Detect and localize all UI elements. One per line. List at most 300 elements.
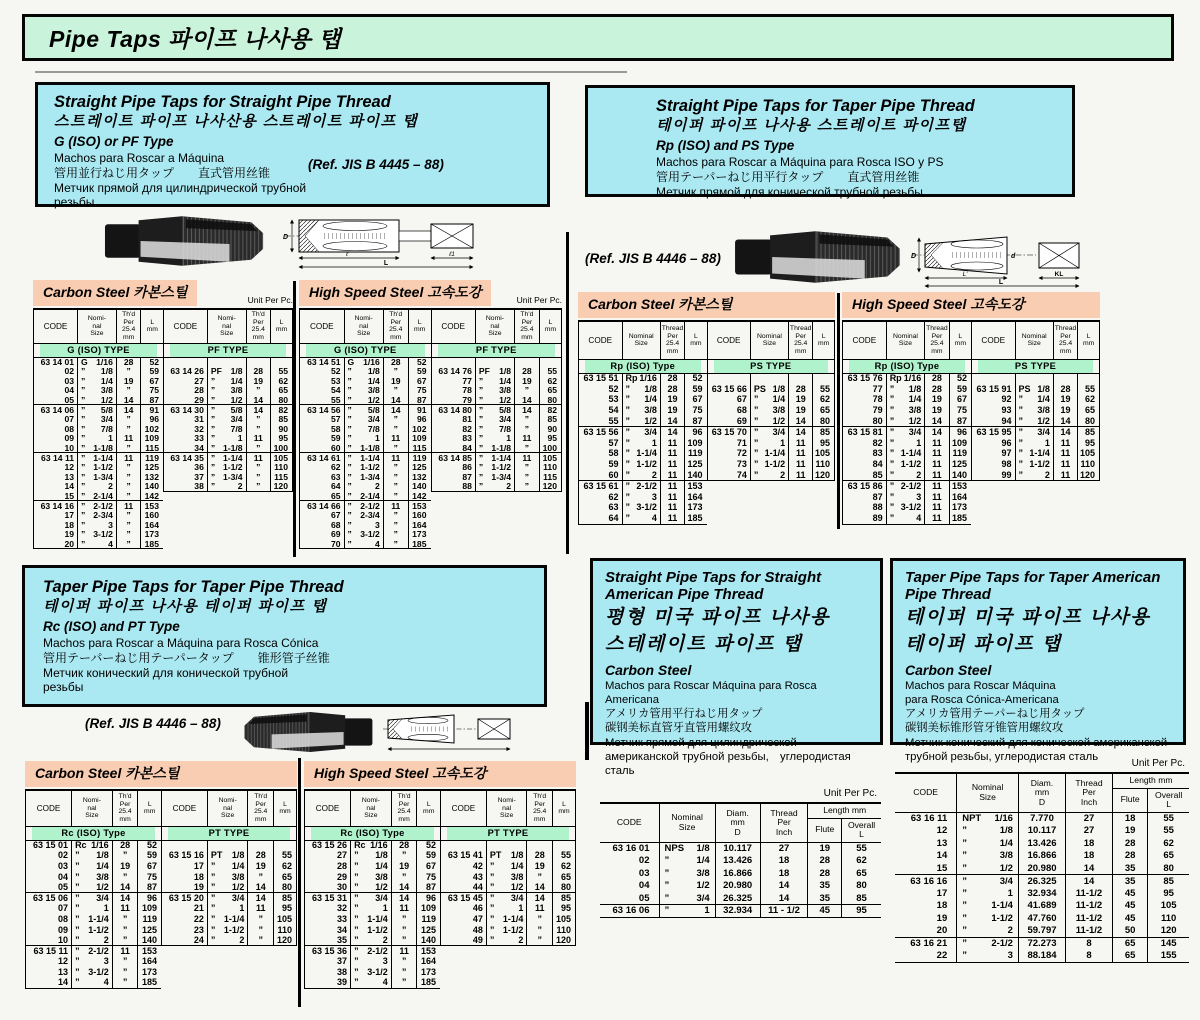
code-cell: 21 xyxy=(193,903,204,914)
length-cell: 96 xyxy=(685,427,707,438)
nominal-size: ” 1-1/4 xyxy=(1018,448,1050,459)
nominal-size: ” 1 xyxy=(81,433,113,444)
nominal-size: ” 1/4 xyxy=(75,860,109,871)
nominal-size: ” 1-1/4 xyxy=(347,452,380,463)
table-row xyxy=(162,925,297,936)
diameter-cell: 13.426 xyxy=(1018,837,1065,850)
length-cell: 55 xyxy=(553,851,576,862)
table-row xyxy=(164,367,293,377)
code-cell: 14 xyxy=(58,977,69,988)
code-cell: 39 xyxy=(337,977,348,988)
nominal-size: ” 1 xyxy=(625,437,657,448)
table-nps-american xyxy=(600,788,881,918)
column-header: Thread Per Inch xyxy=(760,803,808,842)
length-cell: 65 xyxy=(274,872,297,883)
flute-cell: 28 xyxy=(808,867,842,880)
code-cell: 88 xyxy=(462,480,472,491)
column-divider xyxy=(837,293,840,529)
length-cell: 67 xyxy=(138,861,161,872)
nominal-size: ” 2 xyxy=(489,934,524,945)
threads-cell: ” xyxy=(515,463,540,473)
length-cell: 85 xyxy=(274,893,297,904)
code-cell: 63 15 20 xyxy=(162,893,208,904)
code-cell: 88 xyxy=(872,502,883,513)
threads-cell: ” xyxy=(391,967,417,978)
nominal-size: ” 2 xyxy=(347,481,380,492)
table-row xyxy=(305,840,441,851)
code-cell: 81 xyxy=(462,414,472,425)
nominal-size: ” 1 xyxy=(489,903,524,914)
nominal-size: ” 2-1/4 xyxy=(347,490,380,501)
code-cell: 32 xyxy=(194,423,204,434)
material-title: Carbon Steel 카본스틸 xyxy=(578,292,835,318)
threads-cell: 28 xyxy=(391,840,417,851)
threads-cell: ” xyxy=(391,851,417,862)
code-cell: 04 xyxy=(58,871,69,882)
threads-cell: 28 xyxy=(515,367,540,377)
threads-cell: 11 xyxy=(660,492,684,503)
length-cell: 185 xyxy=(685,513,707,524)
length-cell: 87 xyxy=(138,882,161,893)
nominal-size: ” 2 xyxy=(81,481,113,492)
length-cell: 109 xyxy=(138,904,161,915)
length-cell: 164 xyxy=(417,957,440,968)
code-cell: 28 xyxy=(194,385,204,396)
threads-cell: 27 xyxy=(760,842,808,855)
code-cell: 22 xyxy=(936,950,948,962)
nominal-size: G 1/16 xyxy=(81,356,113,367)
threads-cell: 14 xyxy=(1053,427,1077,438)
box-line-spanish: Machos para Roscar a Máquina para Rosca Cónica xyxy=(43,636,319,651)
table-row xyxy=(26,914,162,925)
table-row xyxy=(431,472,562,482)
threads-cell: 19 xyxy=(925,405,949,416)
threads-cell: 28 xyxy=(527,851,553,862)
code-cell: 86 xyxy=(462,462,472,473)
box-title-korean: 테이퍼 파이프 나사용 스트레이트 파이프탭 xyxy=(656,116,967,134)
length-cell: 119 xyxy=(949,449,971,460)
nominal-size: ” 1/4 xyxy=(210,860,245,871)
nominal-size: ” 3-1/2 xyxy=(354,966,388,977)
nominal-size: ” 1-1/4 xyxy=(889,448,922,459)
threads-cell: ” xyxy=(515,424,540,434)
threads-cell: 19 xyxy=(789,395,813,406)
length-cell: 87 xyxy=(949,416,971,427)
nominal-size: ” 3/8 xyxy=(664,867,710,879)
table-carbon-g-pf xyxy=(33,281,293,549)
nominal-size: ” 3/8 xyxy=(354,871,388,882)
code-cell: 57 xyxy=(330,414,341,425)
table-row xyxy=(300,539,431,549)
code-cell: 63 14 51 xyxy=(307,356,341,367)
code-cell: 02 xyxy=(638,855,650,867)
length-cell: 90 xyxy=(271,424,293,434)
length-cell: 80 xyxy=(539,395,561,405)
table-row xyxy=(300,395,431,405)
column-header-row xyxy=(300,310,431,343)
table-row xyxy=(579,438,707,449)
threads-cell: ” xyxy=(246,443,271,453)
code-cell: 70 xyxy=(330,538,341,549)
length-cell: 85 xyxy=(539,415,561,425)
nominal-size: ” 1-1/4 xyxy=(81,452,113,463)
nominal-size: ” 3-1/2 xyxy=(889,502,922,513)
nominal-size: ” 1-1/8 xyxy=(210,442,243,453)
threads-cell: 11 xyxy=(383,453,408,463)
nominal-size: ” 3/8 xyxy=(625,405,657,416)
nominal-size: ” 3/4 xyxy=(489,893,524,904)
code-cell: 67 xyxy=(736,394,747,405)
code-cell: 63 16 06 xyxy=(600,905,659,918)
length-cell: 160 xyxy=(408,511,430,521)
column-header-row xyxy=(895,773,1189,788)
ref-jis-4445: (Ref. JIS B 4445 – 88) xyxy=(308,157,444,172)
code-cell: 08 xyxy=(58,913,69,924)
nominal-size: ” 1/4 xyxy=(889,394,922,405)
column-header: Thread Per 25.4 mm xyxy=(1053,322,1077,359)
code-cell: 63 15 76 xyxy=(847,373,883,384)
length-cell: 87 xyxy=(408,395,430,405)
spec-table xyxy=(304,791,440,989)
tap-photo-image xyxy=(733,224,908,290)
threads-cell: ” xyxy=(116,530,141,540)
table-row xyxy=(895,912,1189,925)
table-row xyxy=(972,438,1100,449)
table-row xyxy=(431,405,562,415)
box-line-spanish: Machos para Roscar Máquina xyxy=(905,680,1056,693)
material-row xyxy=(304,762,576,787)
code-cell: 63 15 95 xyxy=(972,427,1016,438)
overall-cell: 110 xyxy=(1148,912,1189,925)
length-cell: 87 xyxy=(141,395,163,405)
table-row xyxy=(972,449,1100,460)
table-row xyxy=(895,937,1189,950)
nominal-size: ” 1-1/4 xyxy=(354,913,388,924)
code-cell: 60 xyxy=(608,469,619,480)
table-row xyxy=(895,925,1189,938)
table-row xyxy=(162,872,297,883)
material-row xyxy=(25,762,297,787)
flute-cell: 28 xyxy=(1113,837,1148,850)
code-cell: 13 xyxy=(936,837,948,849)
length-cell: 153 xyxy=(138,946,161,957)
code-cell: 63 15 16 xyxy=(168,850,204,861)
table-row xyxy=(600,855,881,868)
table-row xyxy=(579,503,707,514)
length-cell: 105 xyxy=(1078,449,1100,460)
nominal-size: ” 1/4 xyxy=(962,837,1013,849)
table-row xyxy=(707,470,835,481)
length-cell: 109 xyxy=(141,434,163,444)
table-row xyxy=(441,882,576,893)
length-cell: 120 xyxy=(539,482,561,492)
column-header: Thread Per Inch xyxy=(1066,773,1113,812)
length-cell: 115 xyxy=(271,472,293,482)
length-cell: 52 xyxy=(417,840,440,851)
nominal-size: ” 1-1/2 xyxy=(478,462,512,473)
type-band: PS TYPE xyxy=(978,360,1093,373)
table-row xyxy=(972,384,1100,395)
length-cell: 164 xyxy=(408,520,430,530)
nominal-size: ” 3/8 xyxy=(753,405,786,416)
table-row xyxy=(600,892,881,905)
table-row xyxy=(579,384,707,395)
diameter-cell: 13.426 xyxy=(715,855,760,868)
code-cell: 31 xyxy=(194,414,204,425)
threads-cell: ” xyxy=(383,520,408,530)
diameter-cell: 10.117 xyxy=(715,842,760,855)
box-title-2: American Pipe Thread xyxy=(605,586,764,604)
threads-cell: ” xyxy=(383,415,408,425)
nominal-size: ” 1/2 xyxy=(625,415,657,426)
length-cell: 95 xyxy=(1078,438,1100,449)
threads-cell: 11 xyxy=(116,453,141,463)
column-header: CODE xyxy=(300,310,345,343)
length-cell: 109 xyxy=(685,438,707,449)
table-row xyxy=(164,424,293,434)
length-cell: 115 xyxy=(141,443,163,453)
column-header-row xyxy=(305,791,441,826)
diameter-cell: 88.184 xyxy=(1018,950,1065,963)
threads-cell: 19 xyxy=(112,861,138,872)
column-header: Th'd Per 25.4 mm xyxy=(515,310,540,343)
box-type-label: G (ISO) or PF Type xyxy=(54,134,174,150)
nominal-size: ” 3/4 xyxy=(478,414,512,425)
table-row xyxy=(162,914,297,925)
code-cell: 07 xyxy=(58,903,69,914)
threads-cell: 11 xyxy=(660,438,684,449)
threads-cell: 11 - 1/2 xyxy=(760,905,808,918)
code-cell: 24 xyxy=(193,934,204,945)
table-row xyxy=(972,459,1100,470)
nominal-size: ” 2 xyxy=(210,934,245,945)
nominal-size: ” 3/4 xyxy=(664,892,710,904)
length-cell: 164 xyxy=(138,957,161,968)
length-cell: 140 xyxy=(685,470,707,481)
flute-cell: 28 xyxy=(808,855,842,868)
table-row xyxy=(162,840,297,851)
table-row xyxy=(305,893,441,904)
table-row xyxy=(579,492,707,503)
table-row xyxy=(895,900,1189,913)
column-header: L mm xyxy=(138,791,161,826)
nominal-size: ” 1/4 xyxy=(664,855,710,867)
flute-cell: 50 xyxy=(1113,925,1148,938)
overall-cell: 55 xyxy=(842,842,881,855)
code-cell: 37 xyxy=(194,471,204,482)
length-cell xyxy=(553,840,576,851)
code-cell: 63 14 30 xyxy=(164,405,208,415)
length-cell: 87 xyxy=(685,416,707,427)
code-cell: 35 xyxy=(337,934,348,945)
column-header: Nominal Size xyxy=(622,322,660,359)
length-cell: 55 xyxy=(271,367,293,377)
threads-cell: ” xyxy=(383,511,408,521)
length-cell: 125 xyxy=(138,925,161,936)
code-cell: 09 xyxy=(58,924,69,935)
table-row xyxy=(305,914,441,925)
unit-label: Unit Per Pc. xyxy=(1131,758,1185,769)
length-cell: 85 xyxy=(813,427,835,438)
table-row xyxy=(895,837,1189,850)
code-cell: 63 15 26 xyxy=(312,840,348,851)
nominal-size: ” 3 xyxy=(625,491,657,502)
nominal-size: G 1/16 xyxy=(347,356,380,367)
code-cell: 12 xyxy=(936,825,948,837)
page-title: Pipe Taps 파이프 나사용 탭 xyxy=(49,26,341,52)
diameter-cell: 32.934 xyxy=(715,905,760,918)
dim-label-d: d xyxy=(1011,253,1016,260)
length-cell: 100 xyxy=(539,443,561,453)
diameter-cell: 32.934 xyxy=(1018,887,1065,900)
code-cell: 49 xyxy=(472,934,483,945)
code-cell: 63 14 16 xyxy=(34,501,78,511)
column-header: CODE xyxy=(431,310,475,343)
nominal-size: ” 1 xyxy=(753,437,786,448)
column-header-row xyxy=(164,310,293,343)
table-row xyxy=(26,946,162,957)
code-cell: 63 15 70 xyxy=(707,427,750,438)
nominal-size: ” 1-1/2 xyxy=(625,459,657,470)
code-cell: 12 xyxy=(64,462,75,473)
code-cell: 63 15 56 xyxy=(579,427,623,438)
table-row xyxy=(305,861,441,872)
threads-cell: 28 xyxy=(925,373,949,384)
unit-label: Unit Per Pc. xyxy=(247,295,293,305)
threads-cell: 28 xyxy=(660,384,684,395)
table-row xyxy=(26,840,162,851)
length-cell: 173 xyxy=(949,503,971,514)
flute-cell: 45 xyxy=(1113,887,1148,900)
threads-cell: 11 xyxy=(112,946,138,957)
column-header: Nominal Size xyxy=(750,322,788,359)
threads-cell xyxy=(789,373,813,384)
table-row xyxy=(34,357,164,367)
type-band: G (ISO) TYPE xyxy=(306,344,425,357)
nominal-size: ” 2-1/2 xyxy=(81,500,113,511)
column-header: Nomi- nal Size xyxy=(486,791,527,826)
column-header: Nomi- nal Size xyxy=(344,310,383,343)
nominal-size: ” 3/4 xyxy=(889,427,922,438)
code-cell: 63 15 91 xyxy=(976,383,1012,394)
nominal-size: ” 1/2 xyxy=(664,880,710,892)
table-row xyxy=(441,872,576,883)
length-cell: 67 xyxy=(949,395,971,406)
code-cell: 12 xyxy=(58,956,69,967)
code-cell: 99 xyxy=(1001,469,1012,480)
type-band: PF TYPE xyxy=(170,344,286,357)
diameter-cell: 10.117 xyxy=(1018,825,1065,838)
threads-cell: 8 xyxy=(1066,937,1113,950)
code-cell xyxy=(441,840,487,851)
nominal-size: ” 3 xyxy=(347,519,380,530)
spec-table xyxy=(895,772,1189,963)
threads-cell: 14 xyxy=(112,882,138,893)
table-hss-rp-ps xyxy=(842,293,1100,525)
threads-cell: 28 xyxy=(789,384,813,395)
length-cell: 185 xyxy=(138,978,161,989)
code-cell: 30 xyxy=(337,881,348,892)
diameter-cell: 26.325 xyxy=(1018,875,1065,888)
code-cell: 46 xyxy=(472,903,483,914)
column-header-row xyxy=(707,322,835,359)
table-row xyxy=(26,957,162,968)
table-row xyxy=(34,367,164,377)
box-title-korean: 테이퍼 파이프 나사용 테이퍼 파이프 탭 xyxy=(43,597,328,615)
nominal-size: Rp 1/16 xyxy=(625,373,657,384)
threads-cell: 11-1/2 xyxy=(1066,887,1113,900)
table-row xyxy=(579,427,707,438)
threads-cell: ” xyxy=(112,935,138,946)
threads-cell: 11 xyxy=(391,946,417,957)
column-header: L mm xyxy=(539,310,561,343)
column-header-row xyxy=(34,310,164,343)
length-cell: 115 xyxy=(539,472,561,482)
threads-cell: 11 xyxy=(1053,449,1077,460)
spec-table xyxy=(971,322,1100,481)
overall-cell: 155 xyxy=(1148,950,1189,963)
length-cell: 75 xyxy=(685,405,707,416)
nominal-size: ” 1-1/8 xyxy=(347,442,380,453)
table-row xyxy=(300,405,431,415)
threads-cell: 18 xyxy=(1066,837,1113,850)
flute-cell: 45 xyxy=(1113,900,1148,913)
table-row xyxy=(972,427,1100,438)
nominal-size: ” 1/2 xyxy=(210,394,243,405)
nominal-size: ” 1/4 xyxy=(489,860,524,871)
nominal-size: ” 3/8 xyxy=(1018,405,1050,416)
length-cell: 96 xyxy=(141,415,163,425)
code-cell: 04 xyxy=(638,880,650,892)
threads-cell: ” xyxy=(116,424,141,434)
table-row xyxy=(300,386,431,396)
threads-cell: ” xyxy=(391,914,417,925)
info-box-rc-pt xyxy=(22,565,547,707)
code-cell: 63 15 61 xyxy=(579,481,623,492)
length-cell: 119 xyxy=(138,914,161,925)
length-cell: 164 xyxy=(141,520,163,530)
table-row xyxy=(26,935,162,946)
code-cell: 79 xyxy=(462,394,472,405)
table-row xyxy=(431,424,562,434)
code-cell: 59 xyxy=(608,459,619,470)
length-cell: 119 xyxy=(685,449,707,460)
threads-cell: 11 xyxy=(515,434,540,444)
length-cell: 153 xyxy=(141,501,163,511)
code-cell: 63 14 61 xyxy=(300,453,345,463)
length-cell: 109 xyxy=(408,434,430,444)
threads-cell: ” xyxy=(112,978,138,989)
table-row xyxy=(441,914,576,925)
length-cell: 153 xyxy=(949,481,971,492)
length-cell: 55 xyxy=(539,367,561,377)
diameter-cell: 47.760 xyxy=(1018,912,1065,925)
info-box-g-pf xyxy=(35,82,550,210)
length-cell: 105 xyxy=(539,453,561,463)
length-cell: 110 xyxy=(553,925,576,936)
code-cell: 52 xyxy=(330,366,341,377)
column-header: Th'd Per 25.4 mm xyxy=(391,791,417,826)
code-cell: 29 xyxy=(194,394,204,405)
code-cell: 37 xyxy=(337,956,348,967)
threads-cell: 19 xyxy=(391,861,417,872)
column-header: L mm xyxy=(813,322,835,359)
table-row xyxy=(707,373,835,384)
material-title: High Speed Steel 고속도강 xyxy=(299,280,491,306)
column-header-row xyxy=(162,791,297,826)
nominal-size: ” 2 xyxy=(478,480,512,491)
table-row xyxy=(26,882,162,893)
